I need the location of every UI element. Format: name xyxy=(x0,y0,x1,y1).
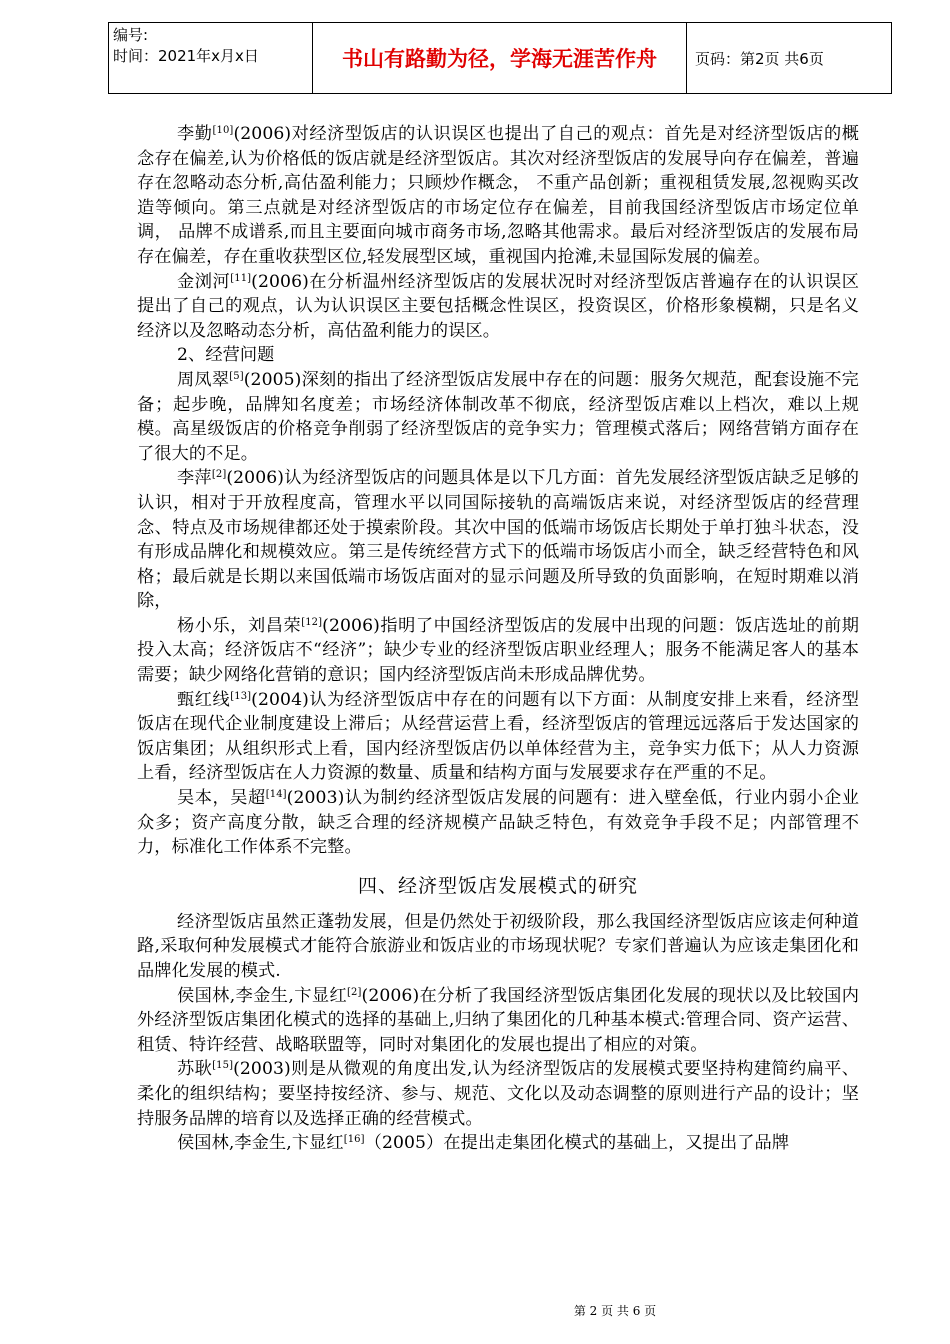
paragraph xyxy=(137,688,859,786)
header-page-info: 页码：第2页 共6页 xyxy=(695,49,824,68)
paragraph xyxy=(137,786,859,860)
section-title: 四、经济型饭店发展模式的研究 xyxy=(357,874,638,897)
number-label: 编号: xyxy=(113,26,149,44)
citation-ref: [12] xyxy=(301,616,323,628)
paragraphs-part-2 xyxy=(137,910,859,1156)
citation-ref: [11] xyxy=(230,272,252,284)
paragraph xyxy=(137,270,859,344)
citation-ref: [13] xyxy=(230,690,252,702)
citation-author: 吴本，吴超 xyxy=(177,788,266,809)
paragraph-text: (2006)在分析了我国经济型饭店集团化发展的现状以及比较国内外经济型饭店集团化模式的选择的基础上,归纳了集团化的几种基本模式:管理合同、资产运营、租赁、特许经营、战略联盟等，同时对集团化的发展也提出了相应的对策。 xyxy=(137,985,859,1055)
citation-ref: [5] xyxy=(229,370,244,382)
paragraph-text: (2003)认为制约经济型饭店发展的问题有：进入壁垒低，行业内弱小企业众多；资产高度分散，缺乏合理的经济规模产品缺乏特色，有效竞争手段不足；内部管理不力，标准化工作体系不完整。 xyxy=(137,788,859,858)
paragraph-text: (2003)则是从微观的角度出发,认为经济型饭店的发展模式要坚持构建简约扁平、柔化的组织结构；要坚持按经济、参与、规范、文化以及动态调整的原则进行产品的设计；坚持服务品牌的培育以及选择正确的经营模式。 xyxy=(137,1059,859,1129)
paragraph xyxy=(137,343,859,368)
paragraph-text: (2005)深刻的指出了经济型饭店发展中存在的问题：服务欠规范，配套设施不完备；起步晚，品牌知名度差；市场经济体制改革不彻底，经济型饭店难以上档次，难以上规模。高星级饭店的价格竞争削弱了经济型饭店的竞争实力；管理模式落后；网络营销方面存在了很大的不足。 xyxy=(137,369,859,464)
document-body xyxy=(137,122,859,1156)
page-footer: 第 2 页 共 6 页 xyxy=(573,1304,657,1318)
citation-ref: [14] xyxy=(265,789,287,801)
citation-author: 李勤 xyxy=(177,124,213,144)
page-header xyxy=(108,22,892,94)
paragraph-text: (2006)在分析温州经济型饭店的发展状况时对经济型饭店普遍存在的认识误区提出了自己的观点，认为认识误区主要包括概念性误区，投资误区，价格形象模糊，只是名义经济以及忽略动态分析，高估盈利能力的误区。 xyxy=(137,271,859,341)
paragraph-text: (2006)认为经济型饭店的问题具体是以下几方面：首先发展经济型饭店缺乏足够的认识，相对于开放程度高，管理水平以同国际接轨的高端饭店来说，对经济型饭店的经营理念、特点及市场规律都还处于摸索阶段。其次中国的低端市场饭店长期处于单打独斗状态，没有形成品牌化和规模效应。第三是传统经营方式下的低端市场饭店小而全，缺乏经营特色和风格；最后就是长期以来国低端市场饭店面对的显示问题及所导致的负面影响，在短时期难以消除， xyxy=(137,468,860,612)
paragraph-text: (2006)对经济型饭店的认识误区也提出了自己的观点：首先是对经济型饭店的概念存在偏差,认为价格低的饭店就是经济型饭店。其次对经济型饭店的发展导向存在偏差，普遍存在忽略动态分析,高估盈利能力；只顾炒作概念， 不重产品创新；重视租赁发展,忽视购买改造等倾向。第三点就是对经济型饭店的市场定位存在偏差，目前我国经济型饭店市场定位单调， 品牌不成谱系,而且主要面向城市商务市场,忽略其他需求。最后对经济型饭店的发展布局存在偏差，存在重收获型区位,轻发展型区域，重视国内抢滩,未显国际发展的偏差。 xyxy=(137,124,859,267)
paragraph-text: 2、经营问题 xyxy=(177,345,275,366)
citation-ref: [2] xyxy=(211,469,227,481)
paragraph-text: (2004)认为经济型饭店中存在的问题有以下方面：从制度安排上来看，经济型饭店在现代企业制度建设上滞后；从经营运营上看，经济型饭店的管理远远落后于发达国家的饭店集团；从组织形式上看，国内经济型饭店仍以单体经营为主，竞争实力低下；从人力资源上看，经济型饭店在人力资源的数量、质量和结构方面与发展要求存在严重的不足。 xyxy=(137,689,859,784)
paragraph xyxy=(137,984,859,1058)
paragraph-text: 经济型饭店虽然正蓬勃发展，但是仍然处于初级阶段，那么我国经济型饭店应该走何种道路,采取何种发展模式才能符合旅游业和饭店业的市场现状呢？专家们普遍认为应该走集团化和品牌化发展的模式. xyxy=(137,911,859,981)
paragraphs-part-1 xyxy=(137,122,859,860)
citation-author: 金浏河 xyxy=(177,271,231,292)
citation-ref: [16] xyxy=(343,1134,365,1146)
header-motto: 书山有路勤为径，学海无涯苦作舟 xyxy=(313,23,687,93)
paragraph-text: （2005）在提出走集团化模式的基础上，又提出了品牌 xyxy=(364,1133,790,1154)
paragraph xyxy=(137,1131,859,1156)
citation-author: 侯国林,李金生,卞显红 xyxy=(177,1133,344,1154)
citation-ref: [15] xyxy=(212,1060,234,1072)
time-label: 时间：2021年x月x日 xyxy=(113,47,259,65)
citation-author: 周凤翠 xyxy=(177,369,230,390)
citation-author: 苏耿 xyxy=(177,1059,213,1080)
header-meta xyxy=(109,23,313,93)
paragraph xyxy=(137,910,859,984)
paragraph xyxy=(137,122,859,270)
citation-ref: [2] xyxy=(347,986,362,998)
paragraph-text: (2006)指明了中国经济型饭店的发展中出现的问题：饭店选址的前期投入太高；经济饭店不“经济”；缺少专业的经济型饭店职业经理人；服务不能满足客人的基本需要；缺少网络化营销的意识；国内经济型饭店尚未形成品牌优势。 xyxy=(137,615,859,686)
paragraph xyxy=(137,614,859,688)
citation-author: 李萍 xyxy=(177,468,212,489)
citation-author: 侯国林,李金生,卞显红 xyxy=(177,985,348,1006)
citation-ref: [10] xyxy=(212,125,234,136)
paragraph xyxy=(137,1057,859,1131)
citation-author: 甄红线 xyxy=(177,689,231,710)
paragraph xyxy=(137,466,859,614)
citation-author: 杨小乐，刘昌荣 xyxy=(177,615,302,636)
paragraph xyxy=(137,368,859,466)
